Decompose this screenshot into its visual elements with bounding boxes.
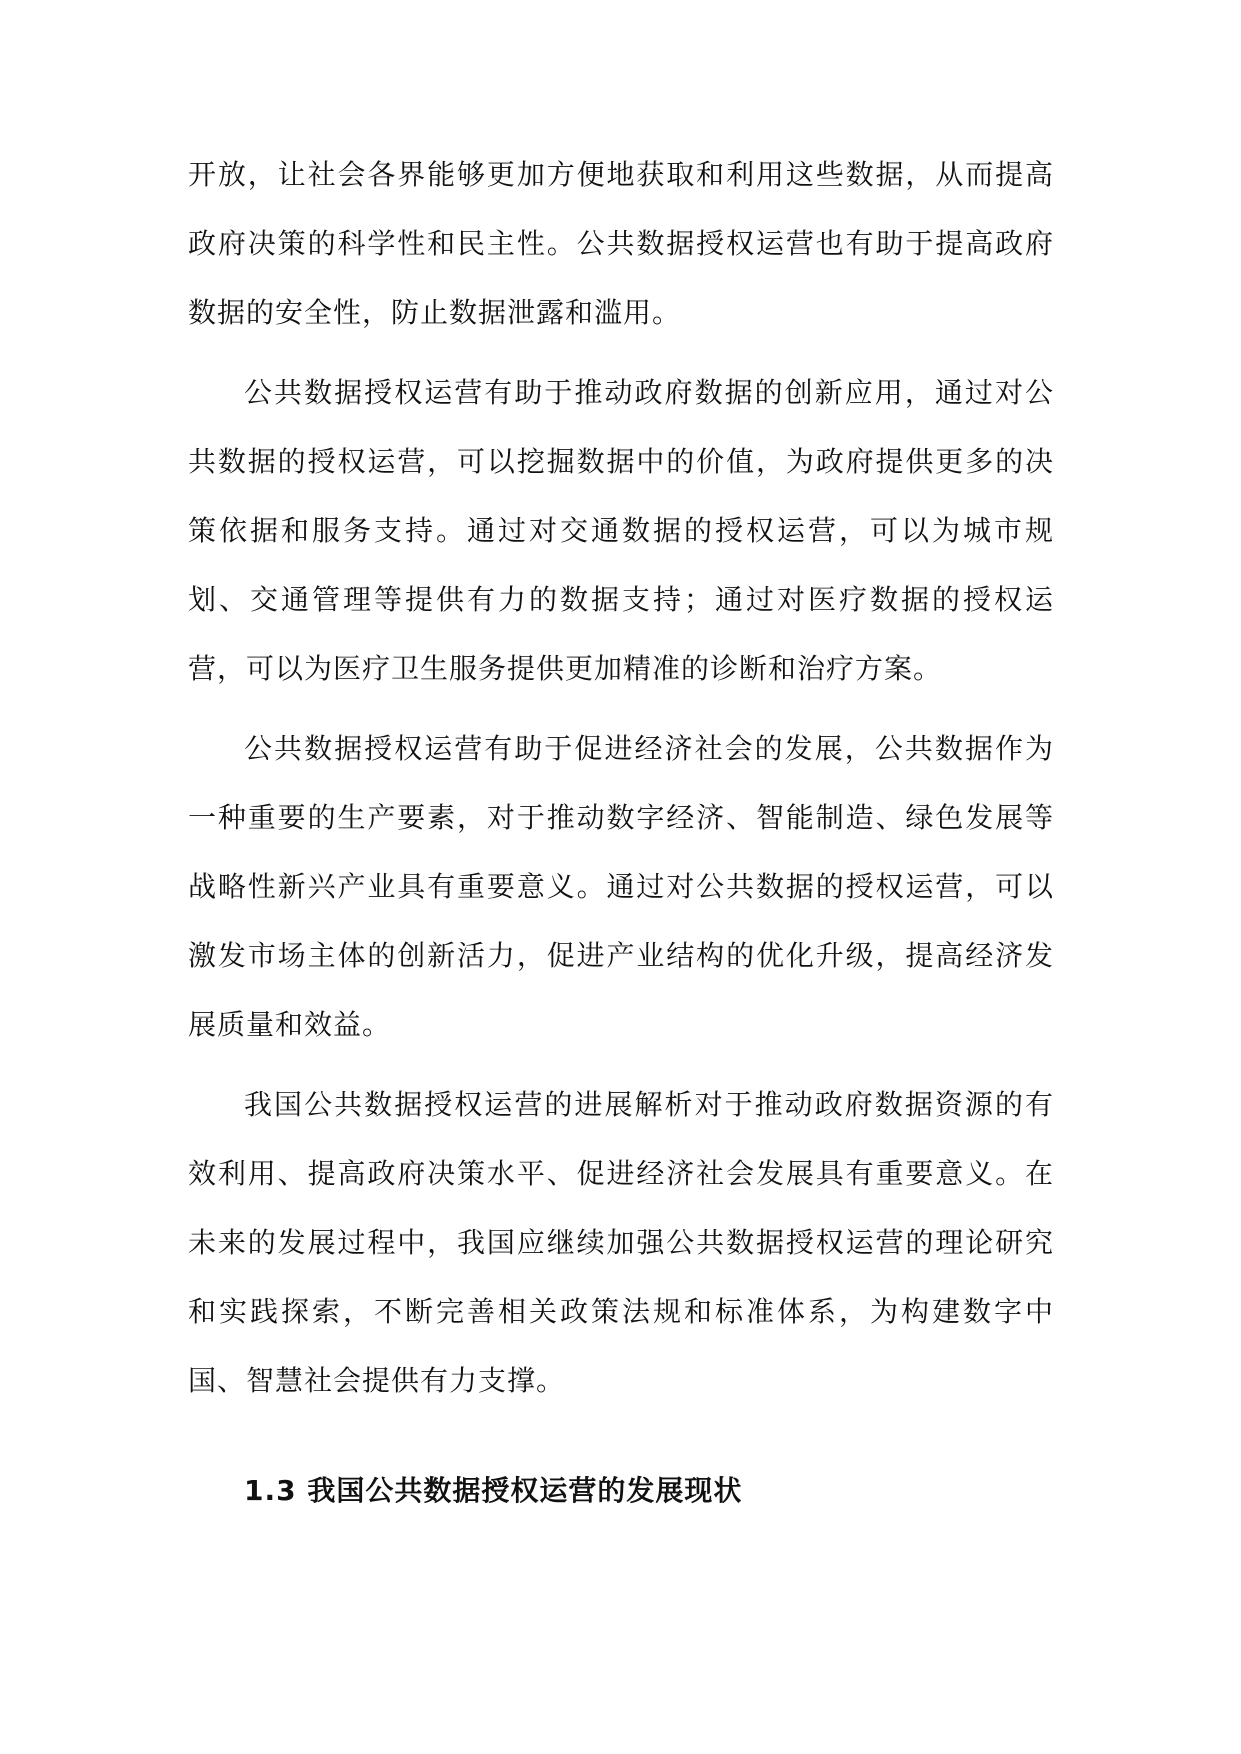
paragraph-continuation: 开放，让社会各界能够更加方便地获取和利用这些数据，从而提高政府决策的科学性和民主性。公共数据授权运营也有助于提高政府数据的安全性，防止数据泄露和滥用。 (188, 158, 1054, 329)
paragraph-economy: 公共数据授权运营有助于促进经济社会的发展，公共数据作为一种重要的生产要素，对于推动数字经济、智能制造、绿色发展等战略性新兴产业具有重要意义。通过对公共数据的授权运营，可以激发市场主体的创新活力，促进产业结构的优化升级，提高经济发展质量和效益。 (188, 732, 1054, 1041)
paragraph-innovation: 公共数据授权运营有助于推动政府数据的创新应用，通过对公共数据的授权运营，可以挖掘数据中的价值，为政府提供更多的决策依据和服务支持。通过对交通数据的授权运营，可以为城市规划、交通管理等提供有力的数据支持；通过对医疗数据的授权运营，可以为医疗卫生服务提供更加精准的诊断和治疗方案。 (188, 376, 1054, 685)
document-body (188, 140, 1054, 1521)
paragraph-significance: 我国公共数据授权运营的进展解析对于推动政府数据资源的有效利用、提高政府决策水平、促进经济社会发展具有重要意义。在未来的发展过程中，我国应继续加强公共数据授权运营的理论研究和实践探索，不断完善相关政策法规和标准体系，为构建数字中国、智慧社会提供有力支撑。 (188, 1088, 1054, 1397)
section-heading: 1.3 我国公共数据授权运营的发展现状 (244, 1474, 743, 1507)
